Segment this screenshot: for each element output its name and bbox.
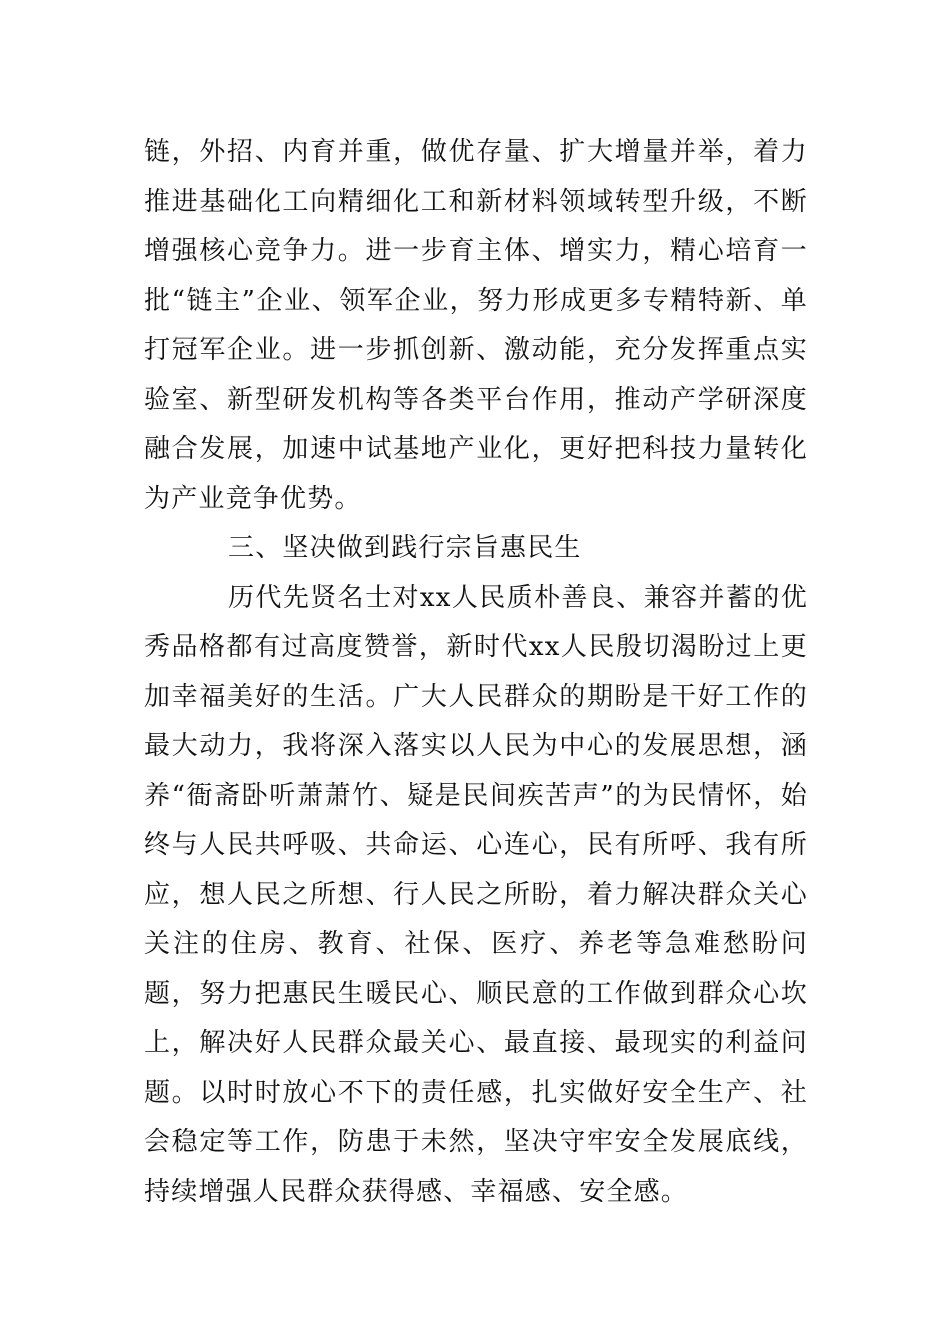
paragraph-continuation: 链，外招、内育并重，做优存量、扩大增量并举，着力推进基础化工向精细化工和新材料领域转型升级，不断增强核心竞争力。进一步育主体、增实力，精心培育一批“链主”企业、领军企业，努力形成更多专精特新、单打冠军企业。进一步抓创新、激动能，充分发挥重点实验室、新型研发机构等各类平台作用，推动产学研深度融合发展，加速中试基地产业化，更好把科技力量转化为产业竞争优势。 xyxy=(144,137,808,514)
paragraph-section-three: 历代先贤名士对xx人民质朴善良、兼容并蓄的优秀品格都有过高度赞誉，新时代xx人民殷切渴盼过上更加幸福美好的生活。广大人民群众的期盼是干好工作的最大动力，我将深入落实以人民为中心的发展思想，涵养“衙斋卧听萧萧竹、疑是民间疾苦声”的为民情怀，始终与人民共呼吸、共命运、心连心，民有所呼、我有所应，想人民之所想、行人民之所盼，着力解决群众关心关注的住房、教育、社保、医疗、养老等急难愁盼问题，努力把惠民生暖民心、顺民意的工作做到群众心坎上，解决好人民群众最关心、最直接、最现实的利益问题。以时时放心不下的责任感，扎实做好安全生产、社会稳定等工作，防患于未然，坚决守牢安全发展底线，持续增强人民群众获得感、幸福感、安全感。 xyxy=(144,582,808,1207)
section-heading: 三、坚决做到践行宗旨惠民生 xyxy=(228,533,582,563)
document-body xyxy=(144,128,808,1217)
